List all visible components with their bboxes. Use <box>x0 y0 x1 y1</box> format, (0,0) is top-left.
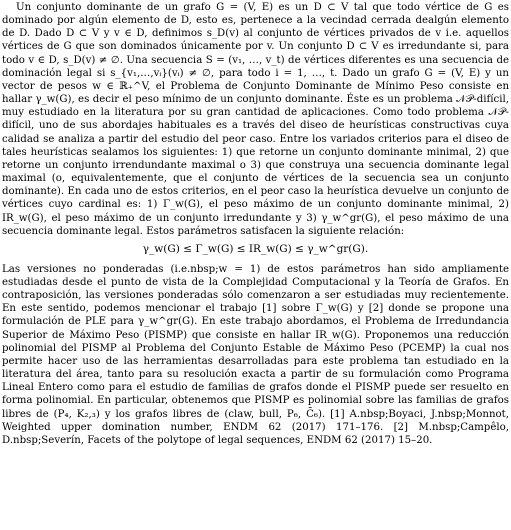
intro-paragraph: Un conjunto dominante de un grafo G = (V, E) es un D ⊂ V tal que todo vértice de G es dominado por algún elemento de D, esto es, pertenece a la vecindad cerrada dealgún elemento de D. Dado D ⊂ V y v ∈ D, definimos s_D(v) al conjunto de vértices privados de v i.e. aquellos vértices de G que son dominados únicamente por v. Un conjunto D ⊂ V es irredundante si, para todo v ∈ D, s_D(v) ≠ ∅. Una secuencia S = (v₁, …, v_t) de vértices diferentes es una secuencia de dominación legal si s_{v₁,…,vᵢ}(vᵢ) ≠ ∅, para todo i = 1, …, t. Dado un grafo G = (V, E) y un vector de pesos w ∈ ℝ₊^V, el Problema de Conjunto Dominante de Mínimo Peso consiste en hallar γ_w(G), es decir el peso mínimo de un conjunto dominante. Éste es un problema 𝒩𝒫-difícil, muy estudiado en la literatura por su gran cantidad de aplicaciones. Como todo problema 𝒩𝒫-difícil, uno de sus abordajes habituales es a través del diseo de heurísticas constructivas cuya calidad se analiza a partir del estudio del peor caso. Entre los variados criterios para el diseo de tales heurísticas sealamos los siguientes: 1) que retorne un conjunto dominante minimal, 2) que retorne un conjunto irrendundante maximal o 3) que construya una secuencia dominante legal maximal (o, equivalentemente, que el conjunto de vértices de la secuencia sea un conjunto dominante). En cada uno de estos criterios, en el peor caso la heurística devuelve un conjunto de vértices cuyo cardinal es: 1) Γ_w(G), el peso máximo de un conjunto dominante minimal, 2) IR_w(G), el peso máximo de un conjunto irredundante y 3) γ_w^gr(G), el peso máximo de una secuencia dominante legal. Estos parámetros satisfacen la siguiente relación: <box>2 2 509 237</box>
second-paragraph: Las versiones no ponderadas (i.e.nbsp;w = 1) de estos parámetros han sido ampliamente estudiadas desde el punto de vista de la Complejidad Computacional y la Teoría de Grafos. En contraposición, las versiones ponderadas sólo comenzaron a ser estudiadas muy recientemente. En este sentido, podemos mencionar el trabajo [1] sobre Γ_w(G) y [2] donde se propone una formulación de PLE para γ_w^gr(G). En este trabajo abordamos, el Problema de Irredundancia Superior de Máximo Peso (PISMP) que consiste en hallar IR_w(G). Proponemos una reducción polinomial del PISMP al Problema del Conjunto Estable de Máximo Peso (PCEMP) la cual nos permite hacer uso de las herramientas desarrolladas para este problema tan estudiado en la literatura del área, tanto para su resolución exacta a partir de su formulación como Programa Lineal Entero como para el estudio de familias de grafos donde el PISMP puede ser resuelto en forma polinomial. En particular, obtenemos que PISMP es polinomial sobre las familias de grafos libres de (P₄, K₂,₃) y los grafos libres de (claw, bull, P₆, C̄₆). [1] A.nbsp;Boyaci, J.nbsp;Monnot, Weighted upper domination number, ENDM 62 (2017) 171–176. [2] M.nbsp;Campêlo, D.nbsp;Severín, Facets of the polytope of legal sequences, ENDM 62 (2017) 15–20. <box>2 263 509 446</box>
inequality-equation: γ_w(G) ≤ Γ_w(G) ≤ IR_w(G) ≤ γ_w^gr(G). <box>142 242 369 255</box>
